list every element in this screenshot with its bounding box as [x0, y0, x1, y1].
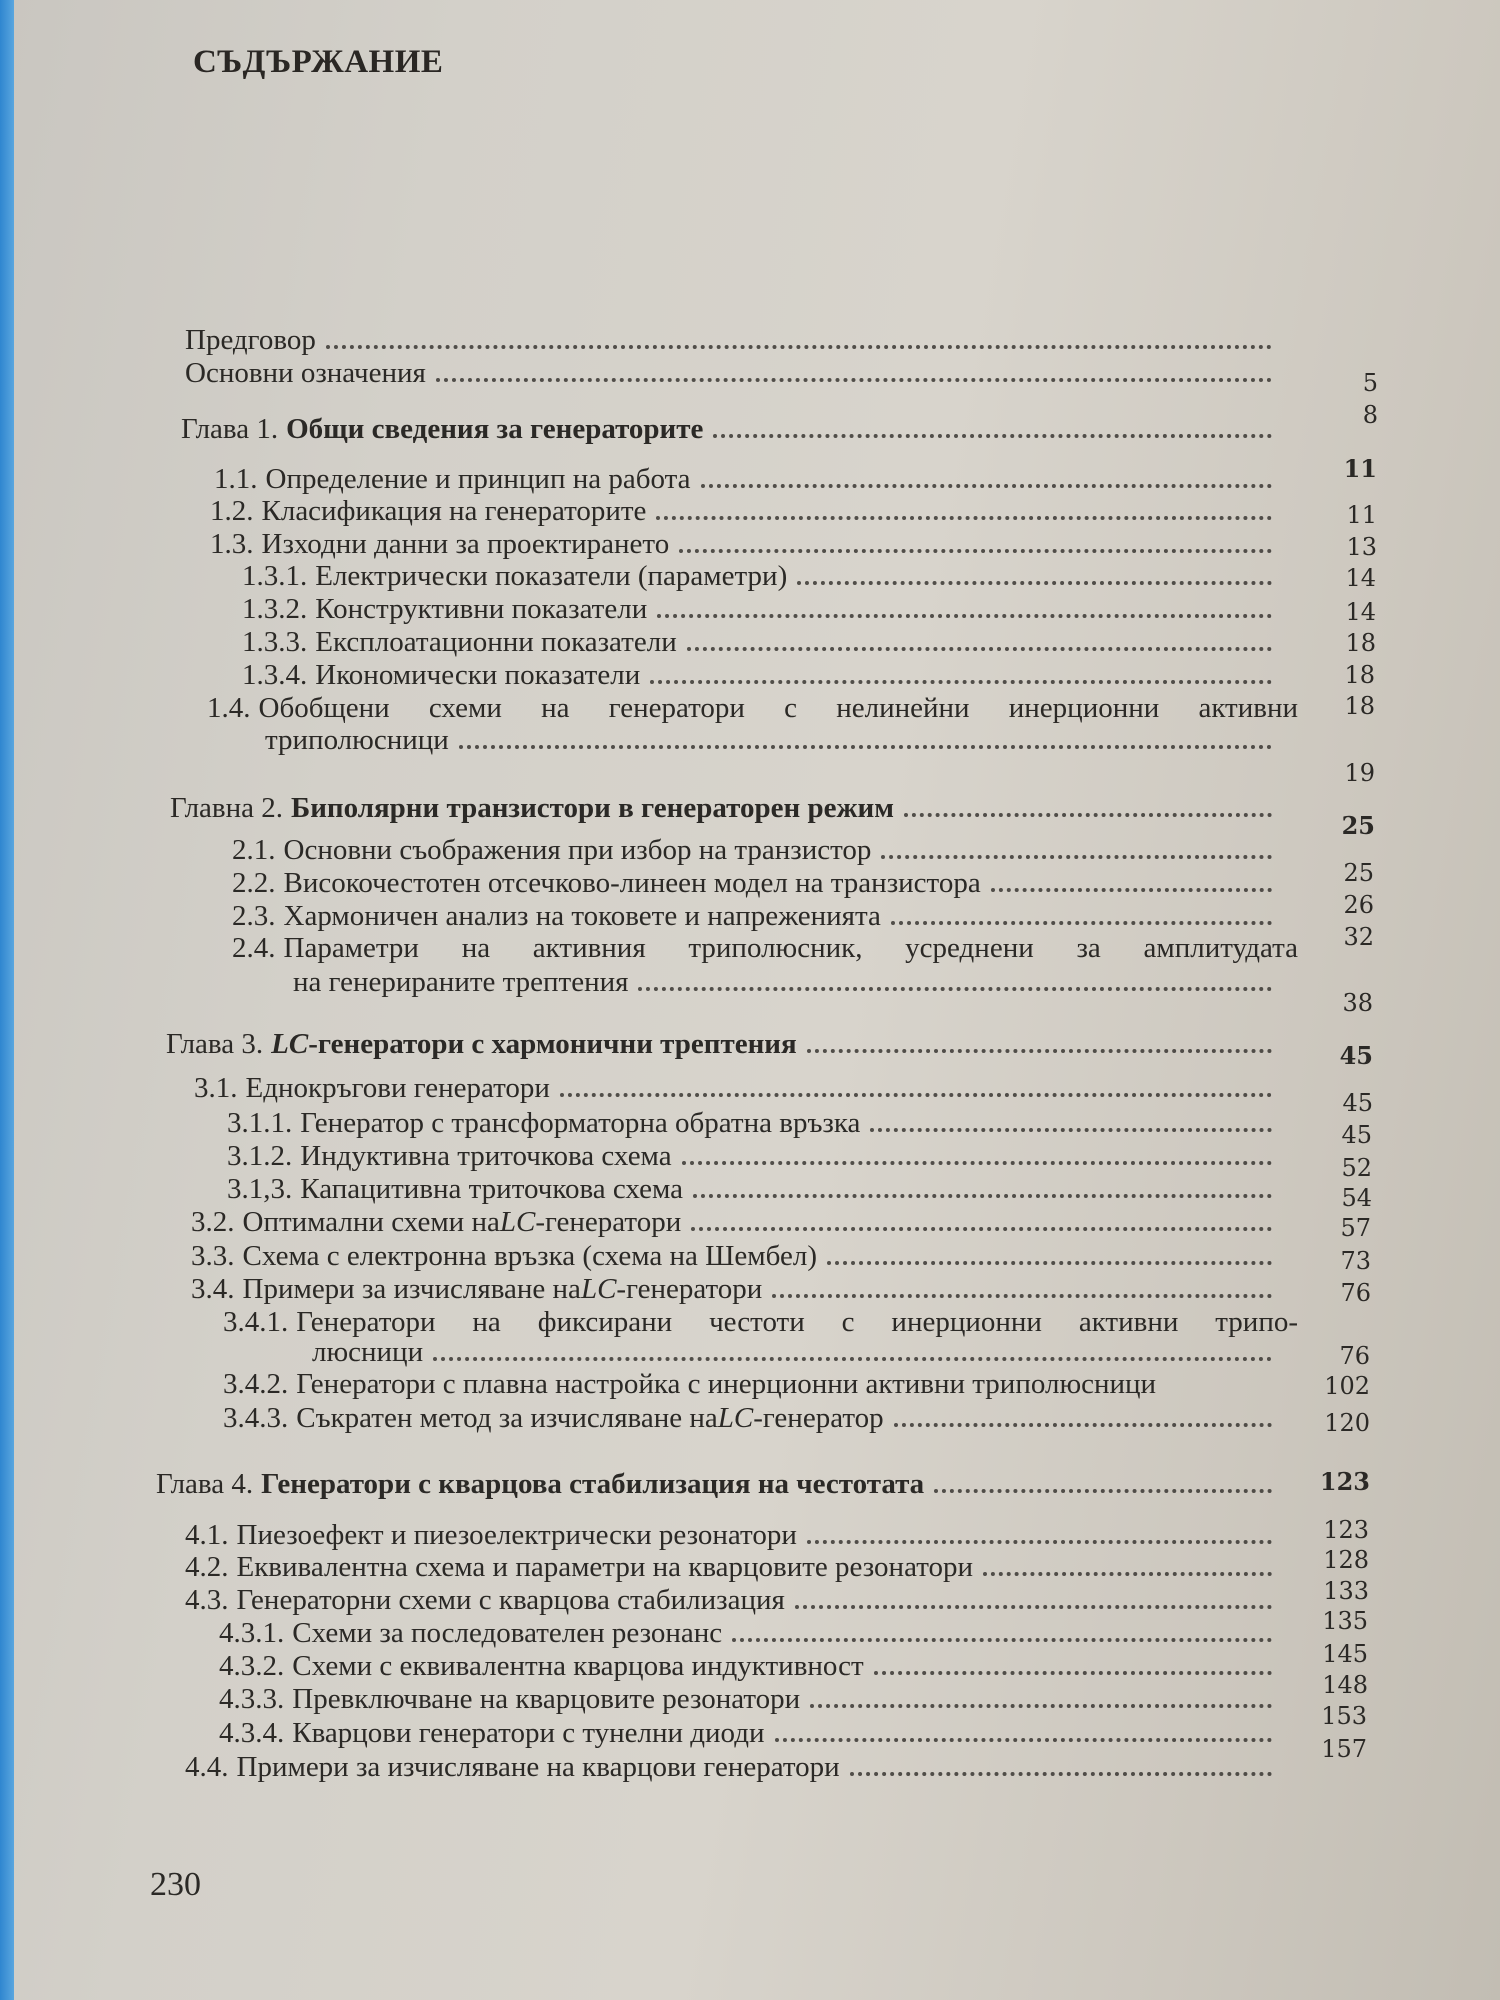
entry-number: 3.1. — [194, 1072, 238, 1104]
dot-leader — [657, 614, 1272, 618]
page-ref: 145 — [1322, 1640, 1368, 1668]
entry-number: 1.3.2. — [242, 593, 308, 625]
entry-text-suffix: -генератор — [753, 1402, 884, 1434]
toc-entry — [214, 463, 1278, 495]
page-ref: 11 — [1343, 454, 1377, 483]
entry-text: Пиезоефект и пиезоелектрически резонатори — [236, 1519, 797, 1551]
entry-number: 3.4. — [191, 1273, 235, 1305]
entry-number: 1.4. — [207, 692, 251, 724]
dot-leader — [560, 1093, 1272, 1097]
page-ref: 157 — [1321, 1735, 1367, 1763]
entry-number: 3.4.3. — [223, 1402, 289, 1434]
page-ref: 54 — [1341, 1184, 1372, 1212]
page-ref: 13 — [1346, 533, 1377, 561]
entry-text: Превключване на кварцовите резонатори — [292, 1683, 801, 1715]
toc-entry — [219, 1617, 1278, 1649]
toc-entry — [232, 932, 1298, 964]
toc-entry — [185, 1584, 1278, 1616]
toc-entry — [219, 1717, 1278, 1749]
page-ref: 123 — [1323, 1516, 1369, 1544]
dot-leader — [807, 1049, 1272, 1053]
page-ref: 120 — [1324, 1409, 1370, 1437]
chapter-title: Генератори с кварцова стабилизация на честотата — [261, 1468, 925, 1500]
chapter-entry — [170, 792, 1278, 824]
toc-entry — [191, 1206, 1278, 1238]
entry-number: 1.3.1. — [242, 560, 308, 592]
chapter-entry — [166, 1028, 1278, 1060]
entry-text: Генератор с трансформаторна обратна връзка — [300, 1107, 861, 1139]
toc-entry — [232, 867, 1278, 899]
dot-leader — [701, 484, 1272, 488]
entry-number: Глава 4. — [156, 1468, 254, 1500]
toc-entry — [223, 1306, 1298, 1338]
entry-text: Схеми с еквивалентна кварцова индуктивност — [292, 1650, 864, 1682]
page-ref: 32 — [1343, 923, 1374, 951]
dot-leader — [693, 1194, 1272, 1198]
entry-text: Икономически показатели — [315, 659, 641, 691]
entry-text: Основни съображения при избор на транзистор — [283, 834, 872, 866]
entry-italic-text: LC — [499, 1206, 536, 1238]
page-ref: 18 — [1345, 629, 1376, 657]
entry-text: Примери за изчисляване на — [242, 1273, 581, 1305]
entry-number: 4.3.1. — [219, 1617, 285, 1649]
page-ref: 25 — [1341, 811, 1375, 840]
entry-number: 3.1,3. — [227, 1173, 293, 1205]
entry-text: Схема с електронна връзка (схема на Шембел) — [242, 1240, 817, 1272]
entry-number: 1.3.3. — [242, 626, 308, 658]
entry-number: 2.3. — [232, 900, 276, 932]
toc-entry — [227, 1107, 1278, 1139]
toc-entry-continuation — [312, 1336, 1278, 1368]
entry-number: 3.4.1. — [223, 1306, 289, 1338]
toc-entry — [210, 528, 1278, 560]
page-ref: 18 — [1344, 692, 1375, 720]
page-ref: 14 — [1345, 564, 1376, 592]
entry-text: Обобщени схеми на генератори с нелинейни инерционни активни — [258, 692, 1298, 724]
dot-leader — [638, 987, 1272, 991]
dot-leader — [775, 1738, 1273, 1742]
entry-text: Експлоатационни показатели — [315, 626, 677, 658]
dot-leader — [807, 1540, 1272, 1544]
page-ref: 52 — [1341, 1154, 1372, 1182]
chapter-title: Биполярни транзистори в генераторен режим — [291, 792, 894, 824]
dot-leader — [732, 1638, 1272, 1642]
entry-text-continued: люсници — [312, 1336, 424, 1368]
page-ref: 5 — [1362, 369, 1378, 397]
entry-text: Схеми за последователен резонанс — [292, 1617, 723, 1649]
entry-text: Еднокръгови генератори — [245, 1072, 550, 1104]
entry-number: 4.3.4. — [219, 1717, 285, 1749]
toc-entry — [191, 1273, 1278, 1305]
entry-text: Високочестотен отсечково-линеен модел на транзистора — [283, 867, 981, 899]
chapter-entry — [181, 413, 1278, 445]
entry-number: 1.1. — [214, 463, 258, 495]
dot-leader — [656, 516, 1272, 520]
page-ref: 76 — [1340, 1279, 1371, 1307]
dot-leader — [797, 581, 1272, 585]
page-ref: 153 — [1321, 1702, 1367, 1730]
entry-text-continued: на генерираните трептения — [293, 966, 629, 998]
toc-entry — [191, 1240, 1278, 1272]
toc-entry — [185, 1551, 1278, 1583]
page-title: СЪДЪРЖАНИЕ — [193, 44, 444, 80]
dot-leader — [687, 647, 1272, 651]
dot-leader — [810, 1704, 1272, 1708]
dot-leader — [326, 345, 1272, 349]
dot-leader — [983, 1572, 1272, 1576]
toc-entry — [194, 1072, 1278, 1104]
page-ref: 38 — [1342, 989, 1373, 1017]
toc-entry — [232, 834, 1278, 866]
toc-entry — [219, 1683, 1278, 1715]
toc-entry — [242, 659, 1278, 691]
entry-text: Хармоничен анализ на токовете и напреженията — [283, 900, 881, 932]
entry-number: 2.2. — [232, 867, 276, 899]
entry-text: Генератори на фиксирани честоти с инерционни активни трипо- — [296, 1306, 1298, 1338]
dot-leader — [827, 1261, 1272, 1265]
page-ref: 8 — [1362, 401, 1378, 429]
page-ref: 133 — [1323, 1577, 1369, 1605]
entry-number: 4.2. — [185, 1551, 229, 1583]
toc-entry — [227, 1173, 1278, 1205]
dot-leader — [691, 1227, 1272, 1231]
entry-italic-text: LC — [271, 1028, 309, 1060]
dot-leader — [850, 1772, 1272, 1776]
entry-number: 3.2. — [191, 1206, 235, 1238]
dot-leader — [991, 888, 1272, 892]
chapter-title: Общи сведения за генераторите — [286, 413, 704, 445]
entry-number: 4.1. — [185, 1519, 229, 1551]
entry-text: Електрически показатели (параметри) — [315, 560, 788, 592]
toc-entry — [242, 593, 1278, 625]
toc-entry — [232, 900, 1278, 932]
entry-text: Индуктивна триточкова схема — [300, 1140, 672, 1172]
page-ref: 25 — [1343, 859, 1374, 887]
page-ref: 123 — [1319, 1467, 1370, 1496]
dot-leader — [650, 680, 1272, 684]
entry-number: 1.3. — [210, 528, 254, 560]
entry-number: 2.4. — [232, 932, 276, 964]
entry-number: 3.1.2. — [227, 1140, 293, 1172]
entry-number: 1.2. — [210, 495, 254, 527]
dot-leader — [934, 1489, 1272, 1493]
page-ref: 14 — [1345, 598, 1376, 626]
entry-text: Оптимални схеми на — [242, 1206, 500, 1238]
dot-leader — [433, 1357, 1272, 1361]
entry-number: Глава 1. — [181, 413, 279, 445]
entry-text: Предговор — [185, 324, 316, 356]
chapter-title: -генератори с хармонични трептения — [308, 1028, 797, 1060]
entry-text: Еквивалентна схема и параметри на кварцовите резонатори — [236, 1551, 973, 1583]
entry-number: Глава 3. — [166, 1028, 264, 1060]
entry-number: 4.3. — [185, 1584, 229, 1616]
toc-entry — [185, 357, 1278, 389]
dot-leader — [891, 921, 1272, 925]
dot-leader — [679, 549, 1272, 553]
page-ref: 128 — [1323, 1546, 1369, 1574]
entry-number: 2.1. — [232, 834, 276, 866]
entry-text: Примери за изчисляване на кварцови генератори — [236, 1751, 840, 1783]
entry-number: 3.3. — [191, 1240, 235, 1272]
page-ref: 11 — [1346, 501, 1377, 529]
entry-text: Генераторни схеми с кварцова стабилизация — [236, 1584, 785, 1616]
entry-text: Изходни данни за проектирането — [261, 528, 670, 560]
toc-entry — [223, 1368, 1278, 1400]
toc-entry — [227, 1140, 1278, 1172]
page-ref: 57 — [1340, 1214, 1371, 1242]
page-ref: 148 — [1322, 1671, 1368, 1699]
chapter-entry — [156, 1468, 1278, 1500]
dot-leader — [904, 813, 1272, 817]
entry-text: Основни означения — [185, 357, 426, 389]
dot-leader — [772, 1294, 1272, 1298]
entry-number: 4.3.3. — [219, 1683, 285, 1715]
page-number: 230 — [150, 1866, 201, 1903]
toc-entry — [185, 324, 1278, 356]
entry-italic-text: LC — [717, 1402, 754, 1434]
page-ref: 26 — [1343, 891, 1374, 919]
page-ref: 45 — [1342, 1089, 1373, 1117]
entry-text-continued: триполюсници — [265, 724, 449, 756]
page-ref: 18 — [1344, 661, 1375, 689]
dot-leader — [870, 1128, 1272, 1132]
entry-text: Параметри на активния триполюсник, усреднени за амплитудата — [283, 932, 1298, 964]
toc-entry — [210, 495, 1278, 527]
dot-leader — [881, 855, 1272, 859]
entry-number: Главна 2. — [170, 792, 284, 824]
toc-entry-continuation — [265, 724, 1278, 756]
toc-entry — [185, 1751, 1278, 1783]
entry-text: Генератори с плавна настройка с инерционни активни триполюсници — [296, 1368, 1157, 1400]
dot-leader — [682, 1161, 1272, 1165]
page-ref: 45 — [1339, 1041, 1373, 1070]
page-ref: 73 — [1340, 1247, 1371, 1275]
entry-number: 4.3.2. — [219, 1650, 285, 1682]
entry-text: Капацитивна триточкова схема — [300, 1173, 684, 1205]
page-ref: 102 — [1324, 1372, 1370, 1400]
toc-entry — [242, 560, 1278, 592]
entry-number: 3.4.2. — [223, 1368, 289, 1400]
toc-entry — [219, 1650, 1278, 1682]
page-ref: 45 — [1341, 1121, 1372, 1149]
toc-entry-continuation — [293, 966, 1278, 998]
entry-text: Определение и принцип на работа — [265, 463, 691, 495]
entry-number: 3.1.1. — [227, 1107, 293, 1139]
entry-text-suffix: -генератори — [616, 1273, 763, 1305]
book-edge — [0, 0, 14, 2000]
toc-entry — [185, 1519, 1278, 1551]
dot-leader — [894, 1423, 1272, 1427]
dot-leader — [874, 1671, 1272, 1675]
page-ref: 19 — [1344, 759, 1375, 787]
page-ref: 135 — [1322, 1607, 1368, 1635]
page-ref: 76 — [1339, 1342, 1370, 1370]
toc-entry — [207, 692, 1298, 724]
entry-text: Конструктивни показатели — [315, 593, 648, 625]
entry-text-suffix: -генератори — [535, 1206, 682, 1238]
dot-leader — [459, 745, 1272, 749]
entry-text: Класификация на генераторите — [261, 495, 647, 527]
toc-entry — [223, 1402, 1278, 1434]
dot-leader — [795, 1605, 1272, 1609]
entry-text: Кварцови генератори с тунелни диоди — [292, 1717, 765, 1749]
entry-number: 1.3.4. — [242, 659, 308, 691]
dot-leader — [436, 378, 1272, 382]
entry-number: 4.4. — [185, 1751, 229, 1783]
entry-italic-text: LC — [580, 1273, 617, 1305]
toc-entry — [242, 626, 1278, 658]
dot-leader — [713, 434, 1272, 438]
entry-text: Съкратен метод за изчисляване на — [296, 1402, 718, 1434]
